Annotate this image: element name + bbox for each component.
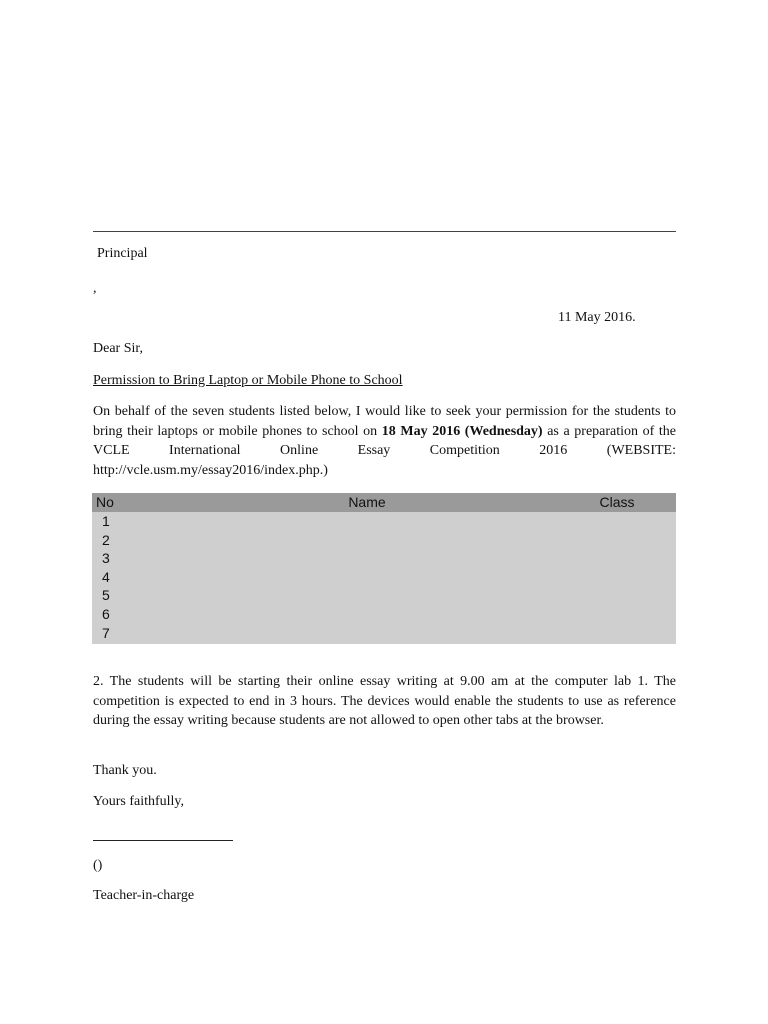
- recipient-title: Principal: [97, 246, 148, 261]
- body-paragraph-1: [93, 402, 676, 480]
- row-name: [176, 549, 558, 568]
- header-no: No: [92, 493, 176, 512]
- row-no: 4: [92, 568, 176, 587]
- header-class: Class: [558, 493, 676, 512]
- thanks-line: Thank you.: [93, 763, 157, 778]
- signature-role: Teacher-in-charge: [93, 888, 195, 903]
- closing-line: Yours faithfully,: [93, 794, 185, 809]
- table-row: [92, 605, 676, 624]
- students-table: [92, 493, 676, 644]
- salutation: Dear Sir,: [93, 341, 143, 356]
- row-class: [558, 605, 676, 624]
- row-class: [558, 568, 676, 587]
- table-header-row: [92, 493, 676, 512]
- row-name: [176, 531, 558, 550]
- para1-text-end: as a preparation of the VCLE International Online Essay Competition 2016 (WEBSITE: http://vcle.usm.my/essay2016/index.php.): [93, 423, 677, 478]
- body-paragraph-2: 2. The students will be starting their online essay writing at 9.00 am at the computer lab 1. The competition is expected to end in 3 hours. The devices would enable the students to use as reference during the essay writing because students are not allowed to open other tabs at the browser.: [93, 674, 676, 728]
- row-name: [176, 568, 558, 587]
- header-divider: [93, 231, 676, 232]
- header-name: Name: [176, 493, 558, 512]
- table-row: [92, 512, 676, 531]
- row-no: 3: [92, 549, 176, 568]
- row-name: [176, 512, 558, 531]
- row-name: [176, 624, 558, 645]
- table-row: [92, 549, 676, 568]
- table-row: [92, 586, 676, 605]
- table-row: [92, 624, 676, 645]
- row-class: [558, 531, 676, 550]
- signature-name: (): [93, 858, 103, 873]
- para1-date-bold: 18 May 2016 (Wednesday): [381, 423, 543, 439]
- signature-line: [93, 840, 233, 841]
- row-name: [176, 605, 558, 624]
- row-no: 6: [92, 605, 176, 624]
- letter-date: 11 May 2016.: [558, 310, 636, 325]
- address-comma: ,: [93, 281, 97, 296]
- table-row: [92, 531, 676, 550]
- row-class: [558, 624, 676, 645]
- row-no: 1: [92, 512, 176, 531]
- row-name: [176, 586, 558, 605]
- table-row: [92, 568, 676, 587]
- row-class: [558, 549, 676, 568]
- row-no: 5: [92, 586, 176, 605]
- row-no: 2: [92, 531, 176, 550]
- para1-text-start: On behalf of the seven students listed below, I would like to seek your permission for the students to bring their laptops or mobile phones to school on: [93, 404, 676, 439]
- row-no: 7: [92, 624, 176, 645]
- row-class: [558, 512, 676, 531]
- row-class: [558, 586, 676, 605]
- letter-subject: Permission to Bring Laptop or Mobile Phone to School: [93, 373, 403, 388]
